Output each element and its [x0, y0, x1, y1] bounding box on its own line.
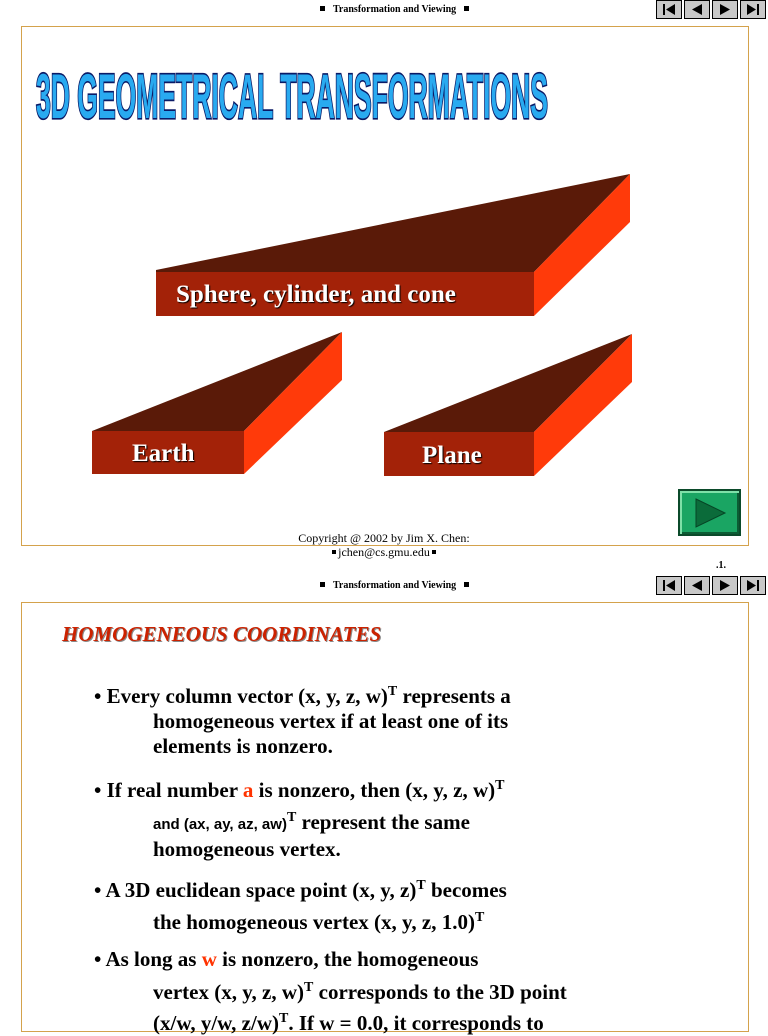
- superscript-t: T: [495, 778, 505, 793]
- first-icon: [660, 579, 678, 592]
- header-title: [312, 580, 477, 591]
- link-sphere-cylinder-cone[interactable]: Sphere, cylinder, and cone: [176, 281, 456, 308]
- header-title: [312, 4, 477, 15]
- last-icon: [744, 3, 762, 16]
- play-button[interactable]: [678, 489, 741, 536]
- b4-text-c: vertex (x, y, z, w): [153, 980, 305, 1004]
- superscript-t: T: [286, 810, 297, 825]
- play-icon: [693, 498, 727, 528]
- next-slide-button[interactable]: [712, 576, 738, 595]
- b4-text-e: (x/w, y/w, z/w): [153, 1011, 279, 1035]
- first-icon: [660, 3, 678, 16]
- bullet-square-icon: [332, 550, 336, 554]
- b2-text-c: represent the same: [296, 810, 470, 834]
- b2-text-a: If real number: [106, 778, 243, 802]
- bullet-3: [94, 878, 507, 935]
- previous-icon: [688, 579, 706, 592]
- copyright: [0, 531, 768, 559]
- b2-text-b: is nonzero, then (x, y, z, w): [253, 778, 496, 802]
- bullet-dot: •: [94, 878, 106, 902]
- b3-text-a: A 3D euclidean space point (x, y, z): [105, 878, 417, 902]
- superscript-t: T: [279, 1011, 289, 1026]
- wedge-plane[interactable]: [378, 330, 638, 480]
- superscript-t: T: [387, 684, 398, 699]
- previous-icon: [688, 3, 706, 16]
- superscript-t: T: [416, 878, 426, 893]
- next-icon: [716, 579, 734, 592]
- header-title-text: Transformation and Viewing: [333, 580, 457, 591]
- bullet-1: [94, 684, 511, 759]
- slide1-wordart-title: [34, 56, 554, 136]
- wedge-earth[interactable]: [86, 328, 348, 478]
- b2-line3: homogeneous vertex.: [153, 837, 341, 861]
- b1-text-a: Every column vector (x, y, z, w): [106, 684, 388, 708]
- header-title-text: Transformation and Viewing: [333, 4, 457, 15]
- b3-text-b: becomes: [425, 878, 507, 902]
- bullet-square-icon: [320, 6, 325, 11]
- bullet-dot: •: [94, 684, 107, 708]
- bullet-4: [94, 947, 567, 1036]
- superscript-t: T: [304, 980, 314, 995]
- wordart-title-text: 3D GEOMETRICAL TRANSFORMATIONS: [36, 61, 548, 133]
- bullet-square-icon: [432, 550, 436, 554]
- b4-line2: [94, 980, 567, 1005]
- b4-text-d: corresponds to the 3D point: [313, 980, 567, 1004]
- b1-line3: elements is nonzero.: [153, 734, 333, 758]
- next-icon: [716, 3, 734, 16]
- b4-variable-w: w: [201, 947, 217, 971]
- email-link[interactable]: jchen@cs.gmu.edu: [338, 545, 430, 559]
- bullet-dot: •: [94, 778, 107, 802]
- b4-line3: [94, 1011, 567, 1036]
- last-slide-button[interactable]: [740, 576, 766, 595]
- b3-line2: [94, 910, 507, 935]
- nav-buttons: [656, 576, 766, 595]
- first-slide-button[interactable]: [656, 0, 682, 19]
- bullet-2: [94, 778, 504, 862]
- bullet-square-icon: [464, 6, 469, 11]
- b3-text-c: the homogeneous vertex (x, y, z, 1.0): [153, 910, 475, 934]
- previous-slide-button[interactable]: [684, 0, 710, 19]
- nav-buttons: [656, 0, 766, 19]
- next-slide-button[interactable]: [712, 0, 738, 19]
- page-number: .1.: [716, 560, 726, 571]
- link-earth[interactable]: Earth: [132, 440, 195, 467]
- bullet-dot: •: [94, 947, 106, 971]
- b2-variable-a: a: [242, 778, 254, 802]
- last-slide-button[interactable]: [740, 0, 766, 19]
- previous-slide-button[interactable]: [684, 576, 710, 595]
- b1-text-b: represents a: [397, 684, 511, 708]
- b4-text-f: . If w = 0.0, it corresponds to: [288, 1011, 544, 1035]
- bullet-square-icon: [320, 582, 325, 587]
- superscript-t: T: [474, 910, 485, 925]
- bullet-square-icon: [464, 582, 469, 587]
- link-plane[interactable]: Plane: [422, 442, 482, 469]
- b4-text-b: is nonzero, the homogeneous: [216, 947, 479, 971]
- copyright-line1: Copyright @ 2002 by Jim X. Chen:: [298, 531, 470, 545]
- copyright-line2: [0, 545, 768, 559]
- slide2-title: HOMOGENEOUS COORDINATES: [62, 622, 382, 646]
- last-icon: [744, 579, 762, 592]
- b1-line2: homogeneous vertex if at least one of its: [153, 709, 509, 733]
- b4-text-a: As long as: [105, 947, 202, 971]
- slide2-header: [0, 576, 768, 596]
- first-slide-button[interactable]: [656, 576, 682, 595]
- b2-line2: [94, 810, 504, 837]
- slide1-header: [0, 0, 768, 20]
- b2-small-text: and (ax, ay, az, aw): [153, 816, 287, 833]
